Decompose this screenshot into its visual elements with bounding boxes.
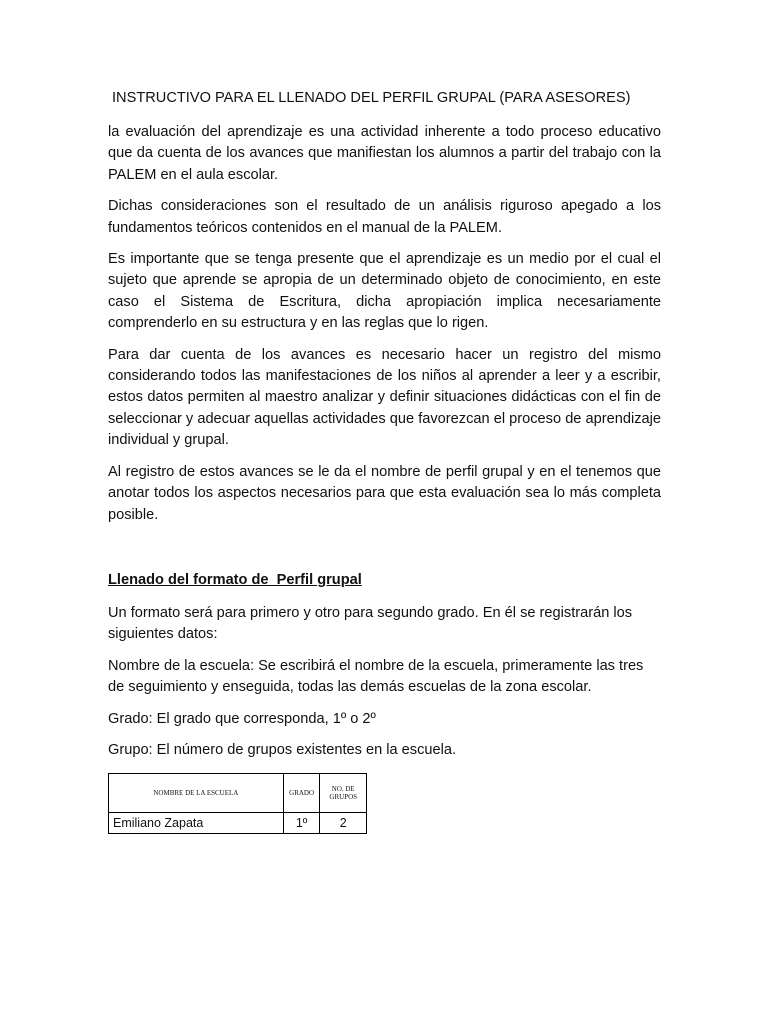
section-paragraph-1: Un formato será para primero y otro para segundo grado. En él se registrarán los siguientes datos: <box>108 604 633 643</box>
document-title: INSTRUCTIVO PARA EL LLENADO DEL PERFIL GRUPAL (PARA ASESORES) <box>112 90 631 106</box>
intro-paragraph-4: Para dar cuenta de los avances es necesario hacer un registro del mismo considerando todos las manifestaciones de los niños al aprender a leer y a escribir, estos datos permiten al maestro analizar y definir situaciones didácticas con el fin de seleccionar y adecuar aquellas actividades que favorezcan el proceso de aprendizaje individual y grupal. <box>108 346 661 449</box>
section-paragraph-3: Grado: El grado que corresponda, 1º o 2º <box>108 710 376 727</box>
table-header-row <box>109 774 367 813</box>
table-row <box>109 813 367 834</box>
cell-school-name: Emiliano Zapata <box>109 813 284 834</box>
header-group-count: NO. DE GRUPOS <box>320 774 367 813</box>
cell-grade: 1º <box>283 813 320 834</box>
intro-paragraph-3: Es importante que se tenga presente que el aprendizaje es un medio por el cual el sujeto que aprende se apropia de un determinado objeto de conocimiento, en este caso el Sistema de Escritura, dicha apropiación implica necesariamente comprenderlo en su estructura y en las reglas que lo rigen. <box>108 251 661 332</box>
section-paragraph-2: Nombre de la escuela: Se escribirá el nombre de la escuela, primeramente las tres de seguimiento y enseguida, todas las demás escuelas de la zona escolar. <box>108 657 644 696</box>
intro-paragraph-2: Dichas consideraciones son el resultado de un análisis riguroso apegado a los fundamentos teóricos contenidos en el manual de la PALEM. <box>108 198 661 236</box>
cell-group-count: 2 <box>320 813 367 834</box>
header-grade: GRADO <box>283 774 320 813</box>
intro-paragraph-1: la evaluación del aprendizaje es una actividad inherente a todo proceso educativo que da cuenta de los avances que manifiestan los alumnos a partir del trabajo con la PALEM en el aula escolar. <box>108 124 661 183</box>
section-paragraph-4: Grupo: El número de grupos existentes en la escuela. <box>108 741 457 758</box>
section-heading: Llenado del formato de Perfil grupal <box>108 571 362 588</box>
document-page <box>108 88 661 834</box>
intro-paragraph-5: Al registro de estos avances se le da el nombre de perfil grupal y en el tenemos que anotar todos los aspectos necesarios para que esta evaluación sea lo más completa posible. <box>108 463 661 523</box>
header-school-name: NOMBRE DE LA ESCUELA <box>109 774 284 813</box>
school-table <box>108 773 367 834</box>
